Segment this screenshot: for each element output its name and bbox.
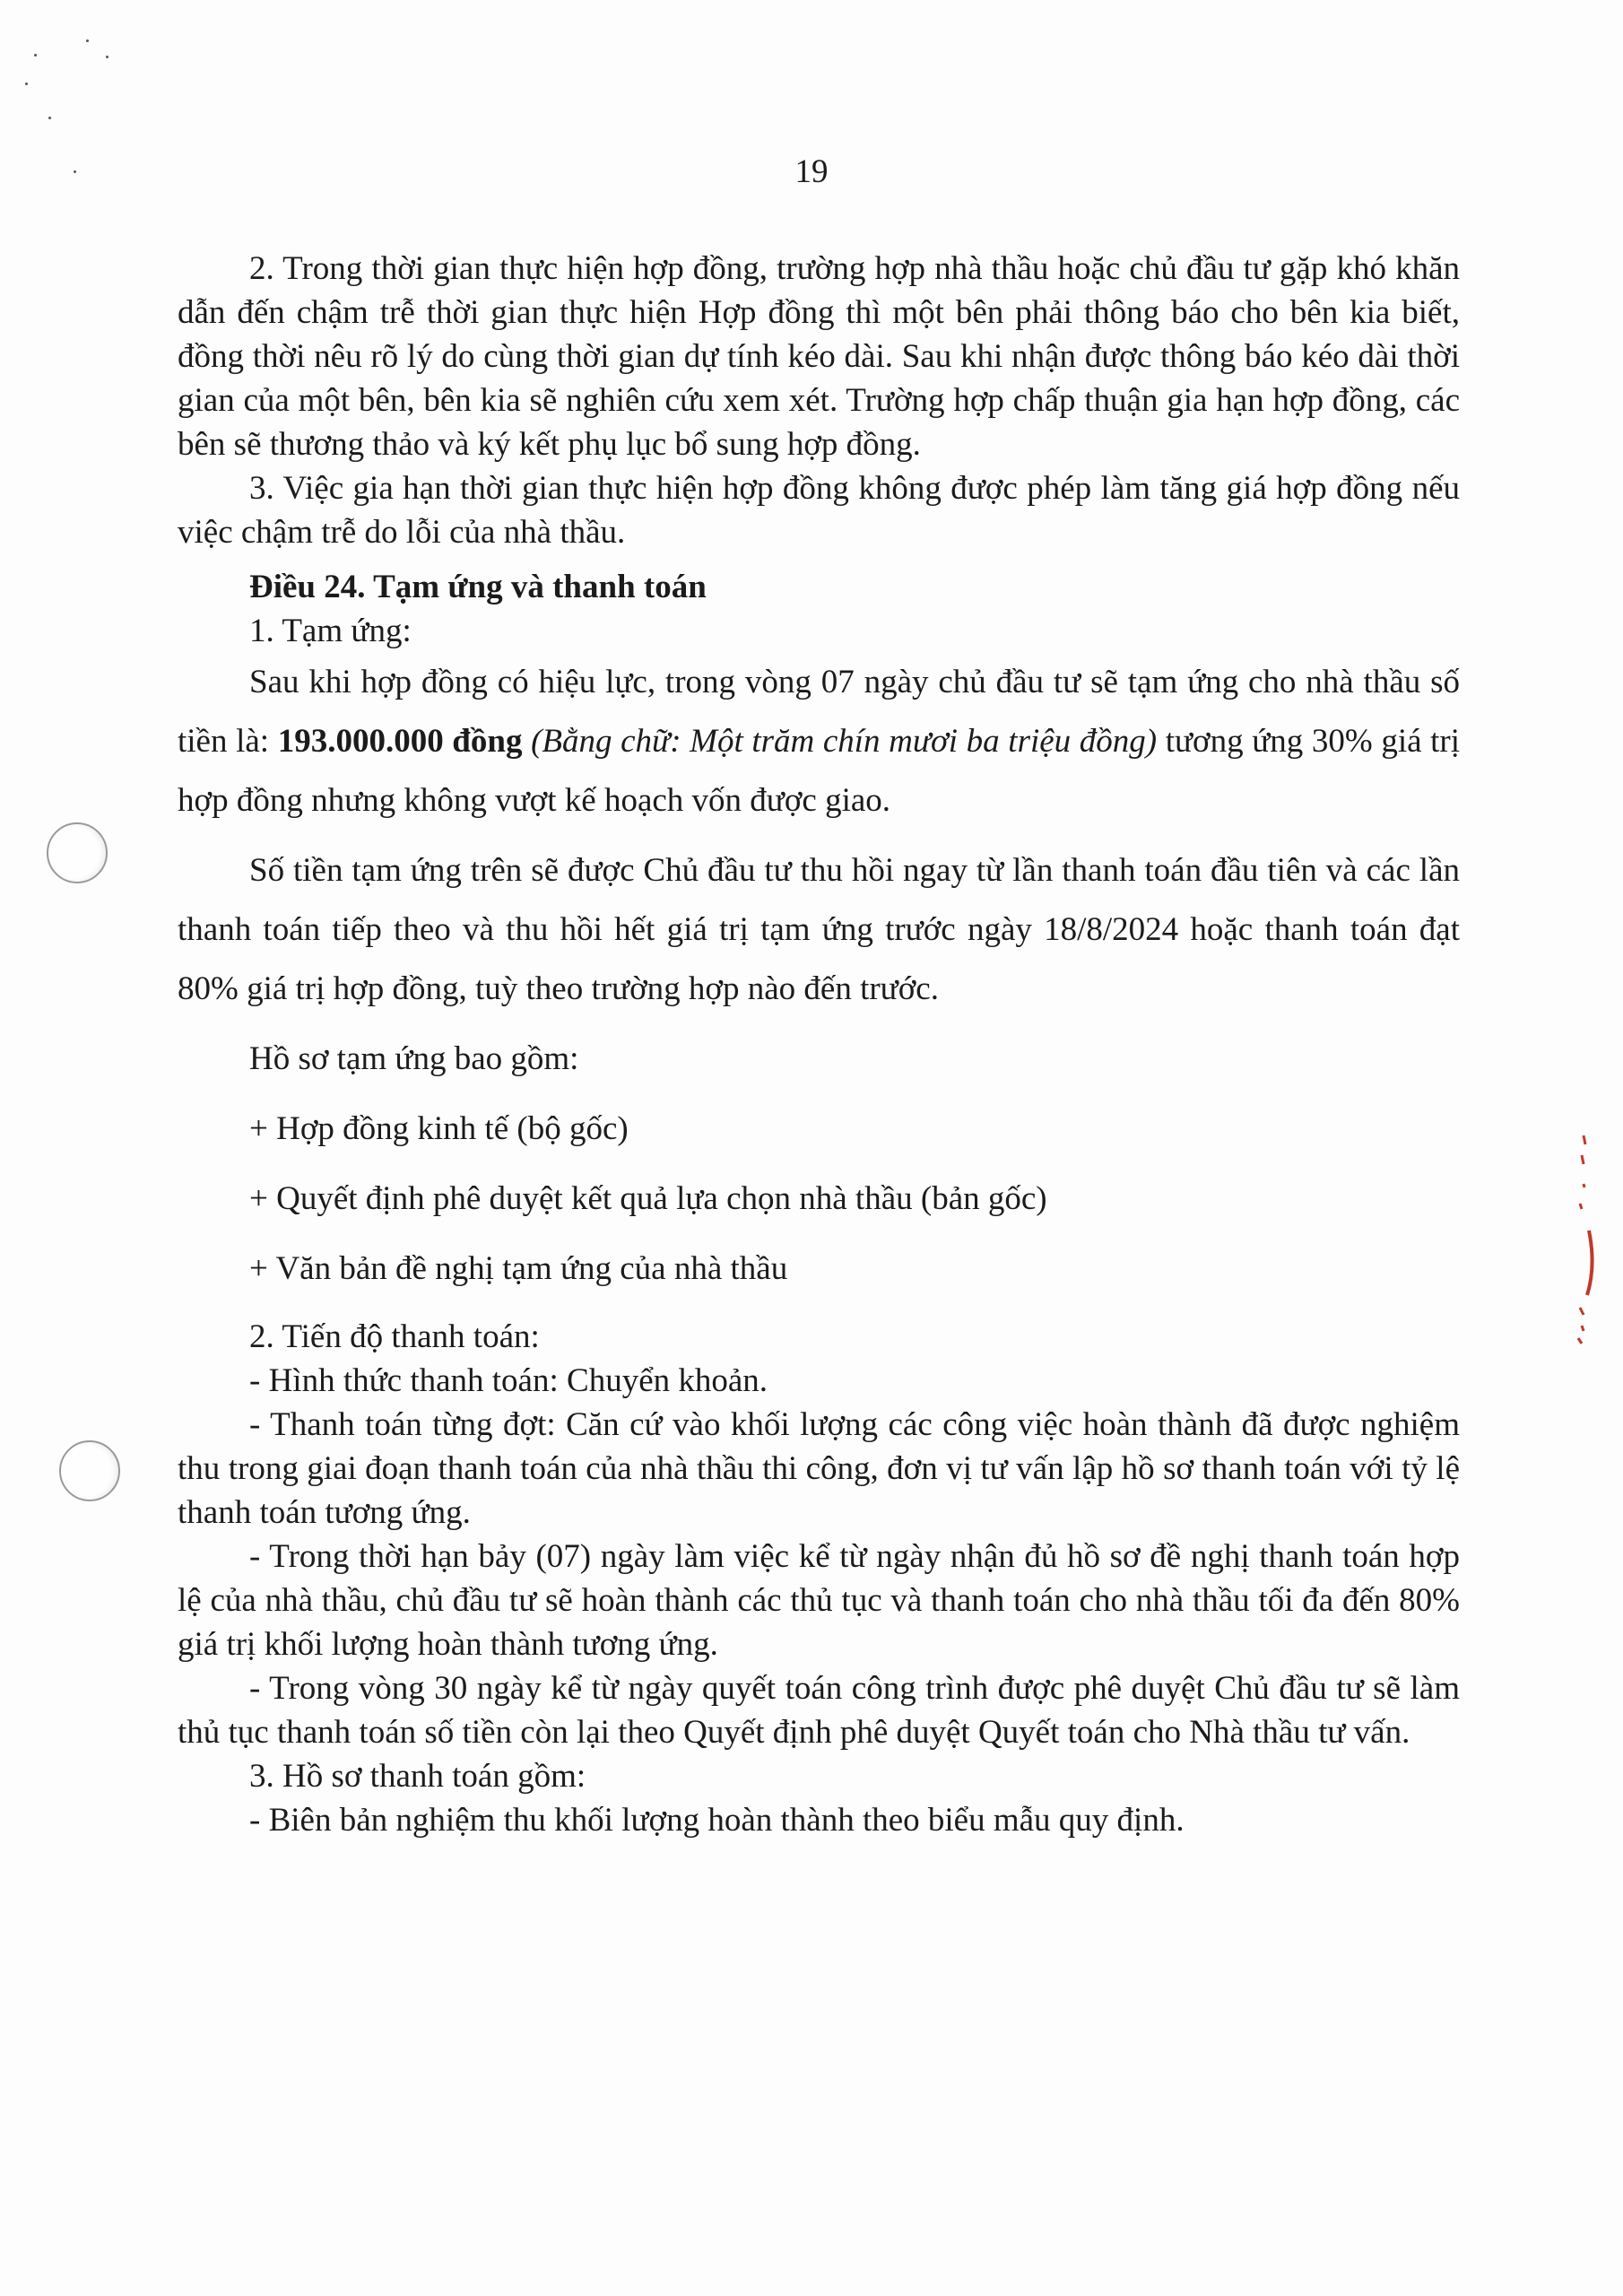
dossier-title: Hồ sơ tạm ứng bao gồm:: [249, 1040, 579, 1077]
scan-speck: [34, 54, 37, 57]
advance-intro: Sau khi hợp đồng có hiệu lực, trong vòng 07 ngày chủ đầu tư sẽ tạm ứng cho nhà thầu số tiền là:: [178, 664, 1460, 760]
advance-title: 1. Tạm ứng:: [249, 613, 412, 649]
edge-stamp-mark: [1571, 1132, 1598, 1347]
scan-speck: [48, 117, 51, 119]
punch-hole: [47, 822, 108, 883]
paragraph-extension-notice: 2. Trong thời gian thực hiện hợp đồng, trường hợp nhà thầu hoặc chủ đầu tư gặp khó khăn dẫn đến chậm trễ thời gian thực hiện Hợp đồng thì một bên phải thông báo cho bên kia biết, đồng thời nêu rõ lý do cùng thời gian dự tính kéo dài. Sau khi nhận được thông báo kéo dài thời gian của một bên, bên kia sẽ nghiên cứu xem xét. Trường hợp chấp thuận gia hạn hợp đồng, các bên sẽ thương thảo và ký kết phụ lục bổ sung hợp đồng.: [178, 250, 1460, 463]
schedule-title: 2. Tiến độ thanh toán:: [249, 1318, 540, 1355]
scan-speck: [86, 39, 89, 42]
advance-rest: tương ứng 30% giá trị hợp đồng nhưng không vượt kế hoạch vốn được giao.: [178, 723, 1461, 819]
advance-amount: 193.000.000 đồng: [277, 723, 523, 760]
article-24-heading: Điều 24. Tạm ứng và thanh toán: [249, 569, 707, 605]
advance-amount-words: (Bằng chữ: Một trăm chín mươi ba triệu đồng): [531, 723, 1158, 760]
schedule-item: - Thanh toán từng đợt: Căn cứ vào khối lượng các công việc hoàn thành đã được nghiệm thu trong giai đoạn thanh toán của nhà thầu thi công, đơn vị tư vấn lập hồ sơ thanh toán với tỷ lệ thanh toán tương ứng.: [178, 1406, 1460, 1531]
advance-paragraph: [178, 653, 1460, 831]
dossier-item: + Hợp đồng kinh tế (bộ gốc): [249, 1110, 629, 1147]
schedule-item: - Trong vòng 30 ngày kể từ ngày quyết toán công trình được phê duyệt Chủ đầu tư sẽ làm thủ tục thanh toán số tiền còn lại theo Quyết định phê duyệt Quyết toán cho Nhà thầu tư vấn.: [178, 1670, 1460, 1751]
paragraph-extension-price: 3. Việc gia hạn thời gian thực hiện hợp đồng không được phép làm tăng giá hợp đồng nếu việc chậm trễ do lỗi của nhà thầu.: [178, 470, 1460, 551]
schedule-item: - Trong thời hạn bảy (07) ngày làm việc kể từ ngày nhận đủ hồ sơ đề nghị thanh toán hợp lệ của nhà thầu, chủ đầu tư sẽ hoàn thành các thủ tục và thanh toán cho nhà thầu tối đa đến 80% giá trị khối lượng hoàn thành tương ứng.: [178, 1538, 1460, 1663]
document-body: [178, 247, 1460, 1842]
schedule-item: - Hình thức thanh toán: Chuyển khoản.: [249, 1362, 768, 1399]
payment-docs-item: - Biên bản nghiệm thu khối lượng hoàn thành theo biểu mẫu quy định.: [249, 1802, 1185, 1839]
scan-speck: [106, 56, 108, 58]
scan-speck: [25, 83, 28, 85]
dossier-item: + Quyết định phê duyệt kết quả lựa chọn nhà thầu (bản gốc): [249, 1180, 1047, 1217]
payment-docs-title: 3. Hồ sơ thanh toán gồm:: [249, 1758, 586, 1795]
advance-recovery: Số tiền tạm ứng trên sẽ được Chủ đầu tư thu hồi ngay từ lần thanh toán đầu tiên và các lần thanh toán tiếp theo và thu hồi hết giá trị tạm ứng trước ngày 18/8/2024 hoặc thanh toán đạt 80% giá trị hợp đồng, tuỳ theo trường hợp nào đến trước.: [178, 852, 1460, 1007]
page-number: 19: [794, 153, 829, 190]
dossier-item: + Văn bản đề nghị tạm ứng của nhà thầu: [249, 1250, 788, 1287]
punch-hole: [59, 1440, 120, 1501]
